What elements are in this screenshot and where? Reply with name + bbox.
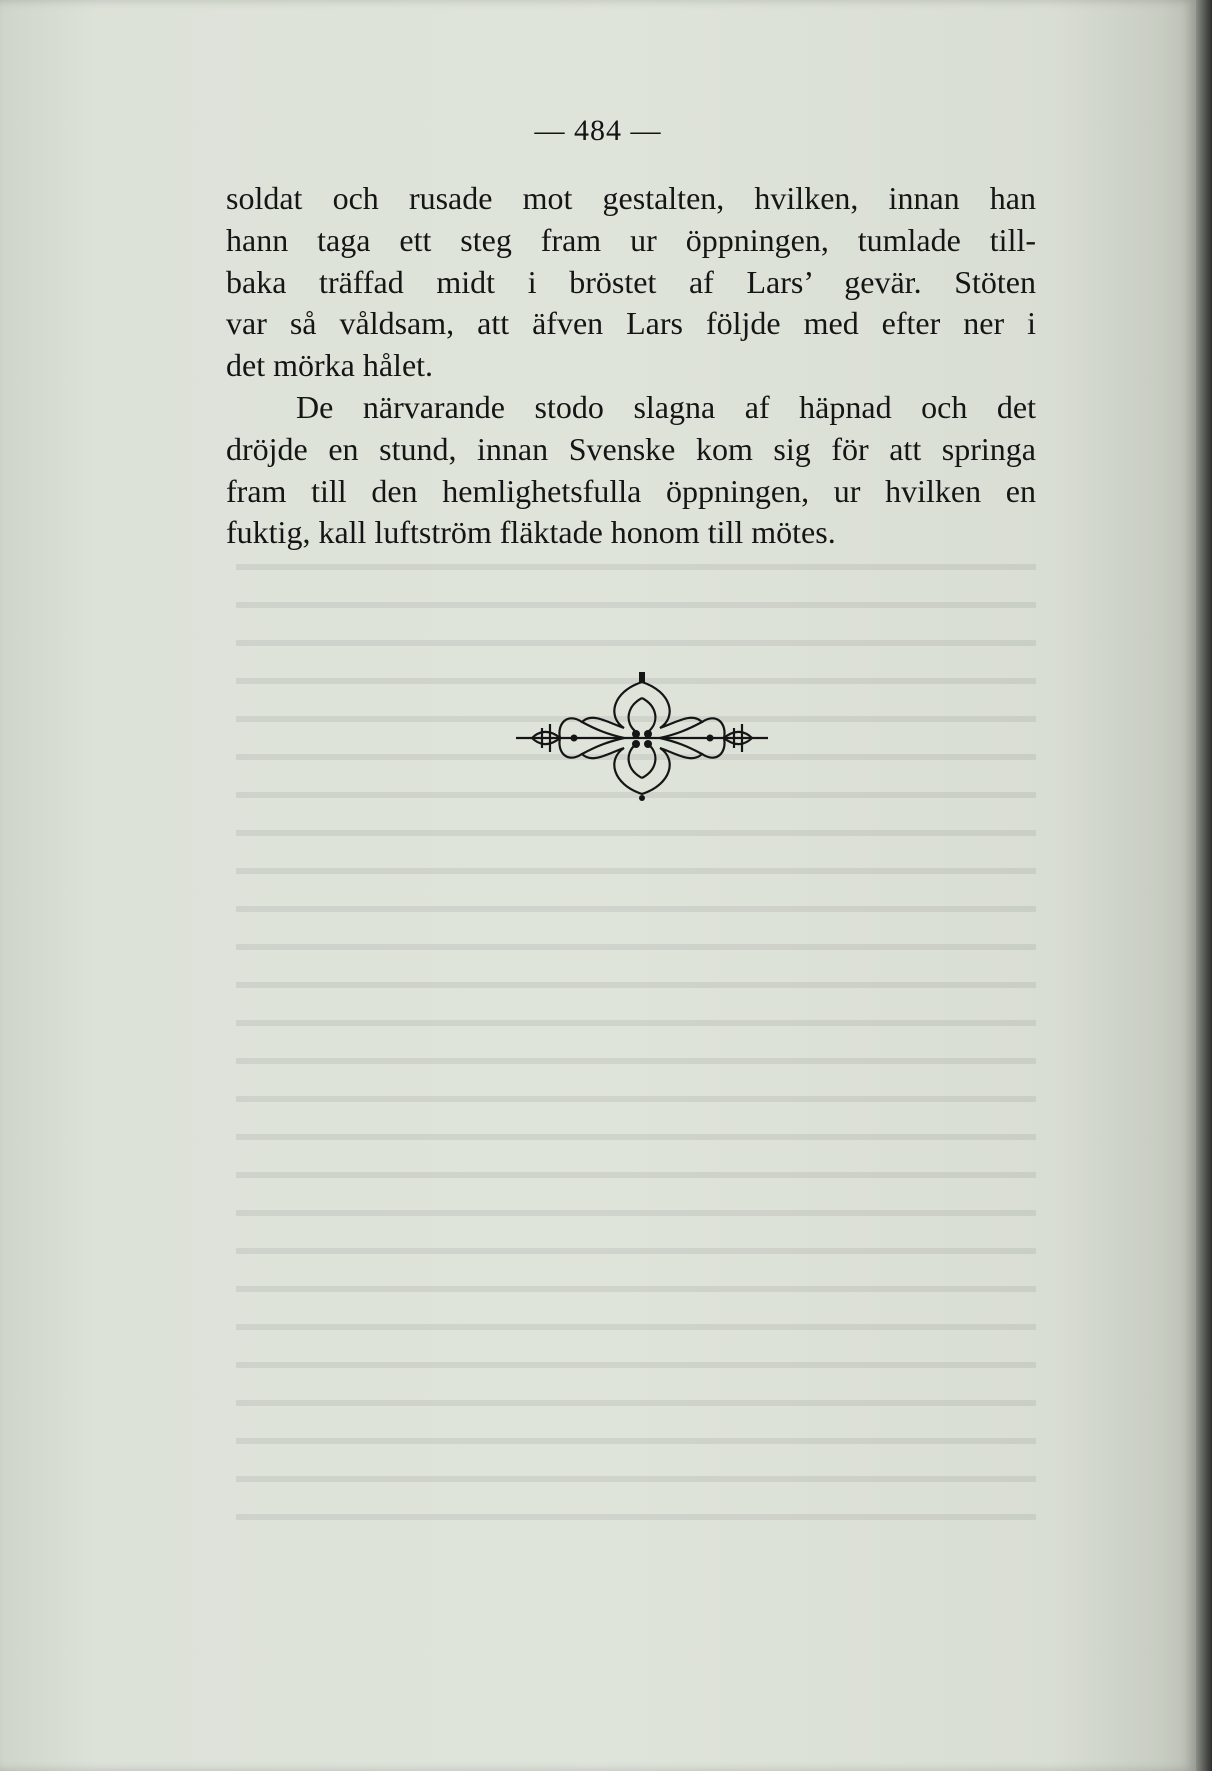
text-line: fram till den hemlighetsfulla öppningen, ur hvilken en (226, 472, 1036, 509)
book-spine-edge (1196, 0, 1212, 1771)
text-line: De närvarande stodo slagna af häpnad och det (296, 388, 1036, 425)
fleuron-ornament-icon (512, 672, 772, 802)
text-line: dröjde en stund, innan Svenske kom sig för att springa (226, 430, 1036, 467)
paragraph-1 (226, 178, 1036, 387)
text-line: soldat och rusade mot gestalten, hvilken, innan han (226, 180, 1036, 216)
text-line: fuktig, kall luftström fläktade honom till mötes. (226, 514, 836, 551)
text-line: hann taga ett steg fram ur öppningen, tumlade till- (226, 221, 1036, 258)
text-line: var så våldsam, att äfven Lars följde med efter ner i (226, 305, 1036, 342)
paragraph-2 (226, 387, 1036, 554)
body-text (226, 178, 1036, 554)
page-number: — 484 — (534, 114, 662, 147)
text-line: baka träffad midt i bröstet af Lars’ gevär. Stöten (226, 263, 1036, 300)
text-line: det mörka hålet. (226, 347, 434, 384)
